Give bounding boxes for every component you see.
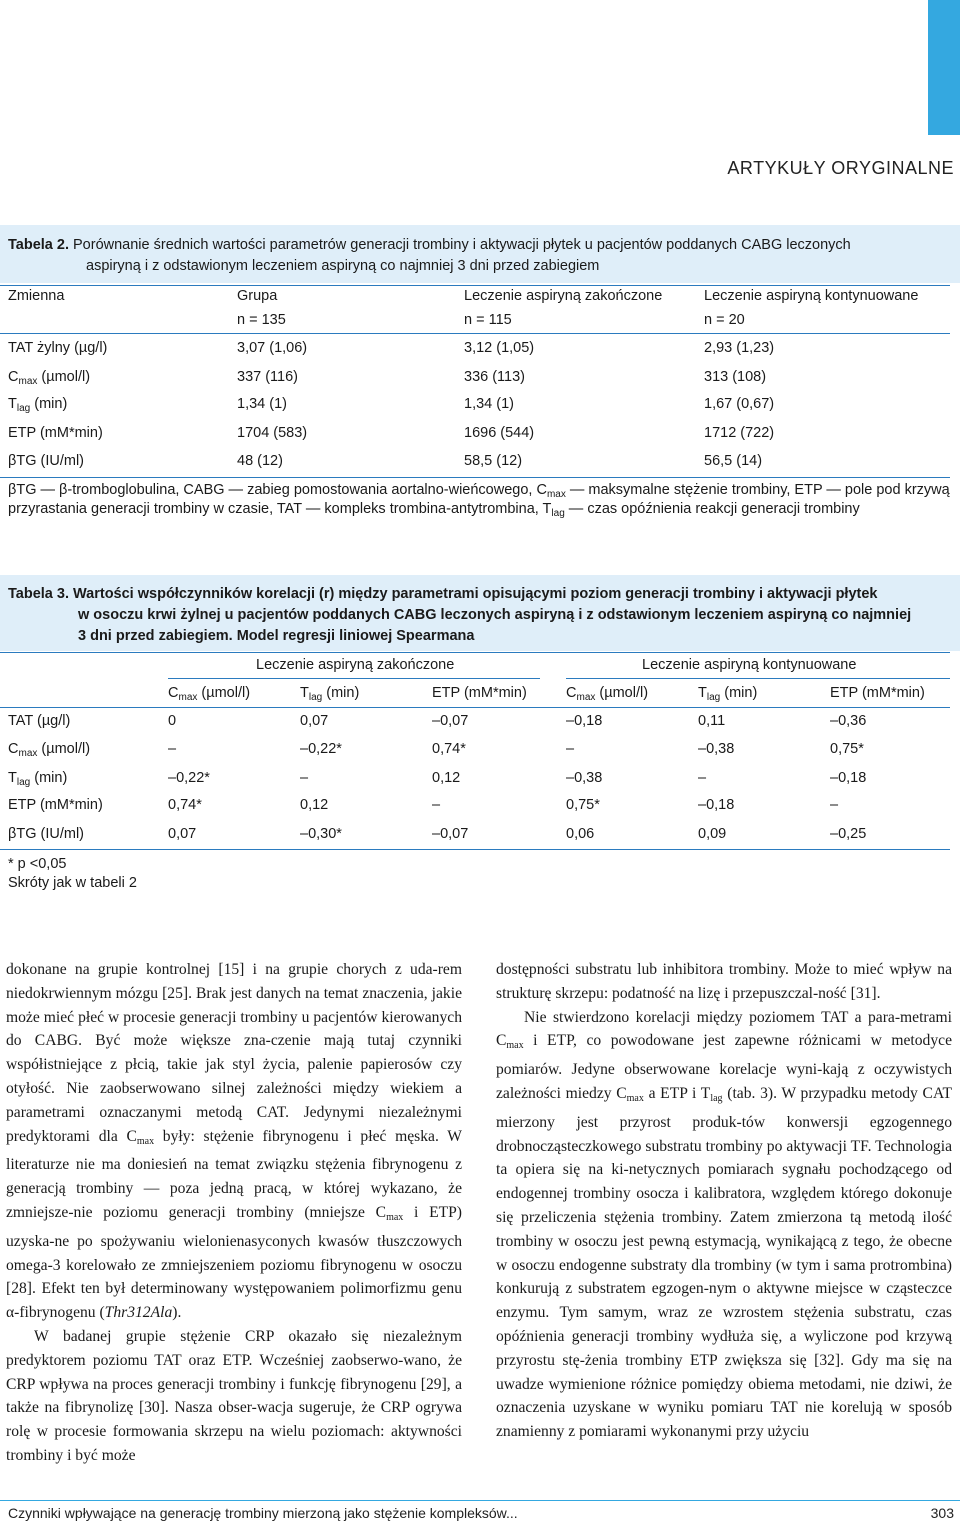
table2-cell: 2,93 (1,23) [704, 340, 775, 356]
body-right-paragraph: Nie stwierdzono korelacji między poziomem TAT a para-metrami $C_{max}$ i ETP, co powodowane jest zapewne różnicami w metodyce pomiarów. Jedyne obserwowane korelacje wyni-kają z oczywistych zależności miedzy $C_{max}$ a ETP i $T_{lag}$ (tab. 3). W przypadku metody CAT mierzony jest przyrost produk-tów konwersji egzogennego drobnocząsteczkowego substratu trombiny po aktywacji TF. Technologia ta opiera się na ki-netycznych pomiarach sygnału pochodzącego od endogennej trombiny osocza i kalibratora, względem którego dokonuje się przeliczenia stężenia trombiny. Zatem zmierzona tą metodą ilość trombiny w osoczu jest pewną estymacją, wynikającą z tego, że obecne w osoczu endogenne substraty dla trombiny (w tym i sama protrombina) konkurują z substratem egzogen-nym o aktywne miejsce w cząsteczce enzymu. Tym samym, wraz ze wzrostem stężenia substratu, czas opóźnienia generacji trombiny wydłuża się, a wyliczone pod krzywą przyrostu stę-żenia trombiny ETP zwiększa się [32]. Gdy ma się na uwadze wymienione różnice pomiędzy obiema metodami, nie dziwi, że oznaczenia uzyskane w wyniku pomiaru TAT nie korelują w sposób znamienny z pomiarami wykonanymi przy użyciu [496, 1008, 952, 1441]
table3-cell: –0,38 [698, 741, 735, 757]
table2-header-n-1: n = 115 [464, 312, 512, 328]
table3-cell: – [698, 770, 707, 786]
table3-caption-line1: Wartości współczynników korelacji (r) między parametrami opisującymi poziom generacji trombiny i aktywacji płytek [73, 586, 878, 602]
table3-col-header-3: $C_{max}$ (µmol/l) [566, 685, 649, 703]
table3-group-rule-0 [168, 678, 540, 679]
table3-cell: –0,38 [566, 770, 603, 786]
table2-caption-line2: aspiryną i z odstawionym leczeniem aspiryną co najmniej 3 dni przed zabiegiem [86, 258, 600, 274]
table3-cell: –0,25 [830, 826, 867, 842]
table3-cell: –0,36 [830, 713, 867, 729]
table2-cell: 1712 (722) [704, 425, 775, 441]
section-label: ARTYKUŁY ORYGINALNE [727, 158, 954, 178]
table2-cell: 1704 (583) [237, 425, 308, 441]
table3-cell: 0,11 [698, 713, 726, 729]
table2-header-2: Leczenie aspiryną zakończone [464, 288, 663, 304]
table3-cell: 0,12 [300, 797, 329, 813]
table2-header-n-0: n = 135 [237, 312, 286, 328]
table3-col-header-2: ETP (mM*min) [432, 685, 527, 701]
table3-cell: –0,18 [830, 770, 867, 786]
body-right-paragraph: dostępności substratu lub inhibitora trombiny. Może to mieć wpływ na strukturę skrzepu: podatność na lizę i przepuszczal-ność [31]. [496, 961, 952, 1002]
table3-cell: – [566, 741, 575, 757]
accent-bar [928, 0, 960, 135]
table2-header-n-2: n = 20 [704, 312, 745, 328]
table3-cell: 0,06 [566, 826, 595, 842]
table2-cell: 3,07 (1,06) [237, 340, 308, 356]
table2-cell: 1,34 (1) [237, 396, 287, 412]
table3-caption-line3: 3 dni przed zabiegiem. Model regresji liniowej Spearmana [78, 628, 475, 644]
table3-top-rule [0, 652, 950, 653]
table3-row-label: βTG (IU/ml) [8, 826, 84, 842]
table3-cell: 0,09 [698, 826, 727, 842]
table3-cell: –0,22* [300, 741, 342, 757]
table3-cell: – [168, 741, 177, 757]
table3-cell: –0,18 [566, 713, 603, 729]
body-left-paragraph: W badanej grupie stężenie CRP okazało się niezależnym predyktorem poziomu TAT oraz ETP. Wcześniej zaobserwo-wano, że CRP wpływa na proces generacji trombiny i funkcję fibrynogenu [29], a także na fibrynolizę [30]. Nasza obser-wacja sugeruje, że CRP ogrywa rolę w procesie formowania skrzepu na wielu poziomach: aktywności trombiny i być może [6, 1327, 462, 1464]
table3-cell: 0,74* [168, 797, 202, 813]
table2-cell: 1696 (544) [464, 425, 535, 441]
table2-header-1: Grupa [237, 288, 278, 304]
table2-cell: 3,12 (1,05) [464, 340, 535, 356]
table3-cell: –0,22* [168, 770, 210, 786]
table3-cell: 0,75* [830, 741, 864, 757]
table3-group-header-0: Leczenie aspiryną zakończone [256, 657, 455, 673]
table3-note-significance: * p <0,05 [8, 856, 67, 872]
table3-cell: 0,12 [432, 770, 461, 786]
table3-cell: – [432, 797, 441, 813]
table2-cell: 337 (116) [237, 369, 298, 385]
table3-cell: –0,07 [432, 713, 469, 729]
table2-cell: 48 (12) [237, 453, 283, 469]
table2-top-rule [0, 285, 950, 286]
table2-header-rule [0, 333, 950, 334]
table3-cell: –0,18 [698, 797, 735, 813]
table2-cell: 1,34 (1) [464, 396, 514, 412]
body-column-left [6, 958, 462, 1468]
table3-col-header-1: $T_{lag}$ (min) [300, 685, 360, 703]
table3-group-header-1: Leczenie aspiryną kontynuowane [642, 657, 857, 673]
table3-note-abbrev: Skróty jak w tabeli 2 [8, 875, 137, 891]
table3-cell: – [830, 797, 839, 813]
table3-caption [8, 584, 940, 647]
table3-col-header-0: $C_{max}$ (µmol/l) [168, 685, 251, 703]
table2-caption [8, 235, 940, 277]
table3-row-label: $T_{lag}$ (min) [8, 770, 68, 788]
table2-row-label: $C_{max}$ (µmol/l) [8, 369, 91, 387]
body-column-right [496, 958, 952, 1444]
table2-row-label: βTG (IU/ml) [8, 453, 84, 469]
footer-running-title: Czynniki wpływające na generację trombiny mierzoną jako stężenie kompleksów... [8, 1505, 518, 1521]
table2-row-label: TAT żylny (µg/l) [8, 340, 108, 356]
table2-caption-line1: Porównanie średnich wartości parametrów generacji trombiny i aktywacji płytek u pacjentów poddanych CABG leczonych [73, 237, 851, 253]
table2-cell: 1,67 (0,67) [704, 396, 775, 412]
table3-col-header-4: $T_{lag}$ (min) [698, 685, 758, 703]
table2-cell: 336 (113) [464, 369, 525, 385]
table3-cell: 0,07 [300, 713, 329, 729]
table3-group-rule-1 [566, 678, 950, 679]
table3-cell: 0,74* [432, 741, 466, 757]
table3-cell: –0,30* [300, 826, 342, 842]
table2-cell: 56,5 (14) [704, 453, 763, 469]
body-left-paragraph: dokonane na grupie kontrolnej [15] i na grupie chorych z uda-rem niedokrwiennym mózgu [25]. Brak jest danych na temat znaczenia, jakie może mieć płeć w procesie generacji trombiny u pacjentów kierowanych do CABG. Być może większe zna-czenie mają tutaj czynniki współistniejące z płcią, takie jak styl życia, palenie papierosów czy otyłość. Nie zaobserwowano silnej zależności między wiekiem a parametrami oznaczanymi metodą CAT. Jedynymi niezależnymi predyktorami dla $C_{max}$ były: stężenie fibrynogenu i płeć męska. W literaturze nie ma doniesień na temat związku stężenia fibrynogenu z generacją trombiny — poza jedną pracą, w której wykazano, że zmniejsze-nie poziomu generacji trombiny (mniejsze $C_{max}$ i ETP) uzyska-ne po spożywaniu wielonienasyconych kwasów tłuszczowych omega-3 korelowało ze zmniejszeniem poziomu fibrynogenu w osoczu [28]. Efekt ten był determinowany występowaniem polimorfizmu genu α-fibrynogenu (Thr312Ala). [6, 961, 463, 1322]
table3-bottom-rule [0, 849, 950, 850]
table2-header-3: Leczenie aspiryną kontynuowane [704, 288, 919, 304]
table3-row-label: ETP (mM*min) [8, 797, 103, 813]
table3-cell: 0,07 [168, 826, 197, 842]
table3-header-rule [0, 707, 950, 708]
table2-caption-label: Tabela 2. [8, 237, 69, 253]
table2-footnote-line2: przyrastania generacji trombiny w czasie, TAT — kompleks trombina-antytrombina, $T_{lag}$ — czas opóźnienia reakcji generacji trombiny [8, 501, 860, 519]
table2-cell: 58,5 (12) [464, 453, 523, 469]
table3-cell: 0 [168, 713, 177, 729]
table3-cell: –0,07 [432, 826, 469, 842]
table2-cell: 313 (108) [704, 369, 767, 385]
table3-cell: 0,75* [566, 797, 600, 813]
table3-row-label: $C_{max}$ (µmol/l) [8, 741, 91, 759]
table2-row-label: ETP (mM*min) [8, 425, 103, 441]
table3-cell: – [300, 770, 309, 786]
table3-caption-line2: w osoczu krwi żylnej u pacjentów poddanych CABG leczonych aspiryną i z odstawionym leczeniem aspiryną co najmniej [78, 607, 912, 623]
footer-rule [0, 1500, 960, 1501]
table3-row-label: TAT (µg/l) [8, 713, 71, 729]
table2-footnote-line1: βTG — β-tromboglobulina, CABG — zabieg pomostowania aortalno-wieńcowego, $C_{max}$ — maksymalne stężenie trombiny, ETP — pole pod krzywą [8, 482, 950, 500]
table2-bottom-rule [0, 477, 950, 478]
table2-header-0: Zmienna [8, 288, 65, 304]
table2-row-label: $T_{lag}$ (min) [8, 396, 68, 414]
table3-caption-label: Tabela 3. [8, 586, 69, 602]
page-number: 303 [930, 1505, 954, 1521]
table3-col-header-5: ETP (mM*min) [830, 685, 925, 701]
